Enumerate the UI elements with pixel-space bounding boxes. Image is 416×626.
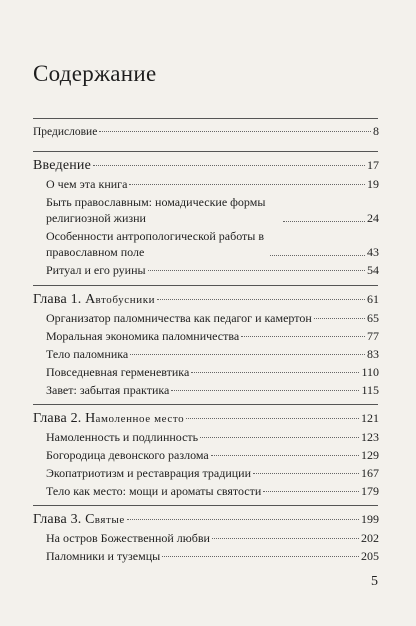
toc-section-title: Глава 1. Автобусники — [33, 292, 156, 307]
dot-leader — [162, 556, 359, 557]
toc-entry[interactable] — [46, 228, 379, 260]
dot-leader — [283, 221, 365, 222]
toc-page-number: 110 — [361, 365, 379, 379]
toc-entry-title: Моральная экономика паломничества — [46, 329, 240, 343]
toc-section-title: Глава 2. Намоленное место — [33, 411, 185, 426]
toc-entry-title: Намоленность и подлинность — [46, 430, 199, 444]
dot-leader — [99, 131, 371, 132]
toc-entry-title: Завет: забытая практика — [46, 383, 170, 397]
toc-entry-title: Предисловие — [33, 126, 98, 138]
toc-page-number: 121 — [361, 411, 379, 425]
toc-entry-title: На остров Божественной любви — [46, 531, 210, 545]
dot-leader — [129, 184, 365, 185]
divider — [33, 151, 378, 152]
toc-entry-preface[interactable] — [33, 123, 379, 140]
toc-entry-title: Повседневная герменевтика — [46, 365, 190, 379]
toc-page-number: 167 — [361, 466, 379, 480]
toc-page-number: 24 — [367, 211, 379, 225]
toc-page-number: 205 — [361, 549, 379, 563]
toc-section-heading[interactable] — [33, 511, 379, 528]
dot-leader — [200, 437, 359, 438]
dot-leader — [127, 519, 359, 520]
dot-leader — [211, 455, 359, 456]
toc-entry-title: Быть православным: номадические формы религиозной жизни — [46, 195, 266, 225]
toc-page-number: 129 — [361, 448, 379, 462]
toc-page-number: 83 — [367, 347, 379, 361]
divider — [33, 505, 378, 506]
toc-page-number: 19 — [367, 177, 379, 191]
toc-page-number: 54 — [367, 263, 379, 277]
toc-entry[interactable] — [46, 548, 379, 564]
toc-entry[interactable] — [46, 364, 379, 380]
dot-leader — [270, 255, 365, 256]
toc-entry[interactable] — [46, 447, 379, 463]
toc-entry[interactable] — [46, 429, 379, 445]
toc-entry[interactable] — [46, 346, 379, 362]
dot-leader — [130, 354, 365, 355]
toc-entry-title: Тело паломника — [46, 347, 129, 361]
divider — [33, 404, 378, 405]
toc-page-number: 8 — [373, 124, 379, 138]
toc-section-heading[interactable] — [33, 410, 379, 427]
dot-leader — [263, 491, 359, 492]
toc-entry-title: О чем эта книга — [46, 177, 128, 191]
divider — [33, 118, 378, 119]
toc-section-title: Глава 3. Святые — [33, 512, 125, 527]
dot-leader — [241, 336, 365, 337]
toc-entry-title: Ритуал и его руины — [46, 263, 146, 277]
toc-page-number: 61 — [367, 292, 379, 306]
dot-leader — [157, 299, 365, 300]
dot-leader — [212, 538, 359, 539]
toc-page-number: 43 — [367, 245, 379, 259]
toc-entry[interactable] — [46, 465, 379, 481]
toc-page-number: 179 — [361, 484, 379, 498]
dot-leader — [171, 390, 359, 391]
toc-section-heading[interactable] — [33, 157, 379, 174]
toc-entry-title: Организатор паломничества как педагог и камертон — [46, 311, 312, 325]
dot-leader — [148, 270, 365, 271]
toc-page-number: 202 — [361, 531, 379, 545]
dot-leader — [93, 165, 365, 166]
toc-page-number: 115 — [361, 383, 379, 397]
toc-section-heading[interactable] — [33, 291, 379, 308]
divider — [33, 285, 378, 286]
toc-entry[interactable] — [46, 483, 379, 499]
toc-entry-title: Паломники и туземцы — [46, 549, 161, 563]
page-number: 5 — [371, 574, 378, 589]
toc-entry[interactable] — [46, 328, 379, 344]
toc-entry-title: Богородица девонского разлома — [46, 448, 209, 462]
dot-leader — [191, 372, 359, 373]
page-title: Содержание — [33, 61, 157, 86]
toc-entry[interactable] — [46, 382, 379, 398]
toc-entry[interactable] — [46, 310, 379, 326]
toc-entry[interactable] — [46, 530, 379, 546]
dot-leader — [314, 318, 365, 319]
toc-page-number: 17 — [367, 158, 379, 172]
toc-entry[interactable] — [46, 194, 379, 226]
toc-section-title: Введение — [33, 158, 92, 173]
toc-page-number: 199 — [361, 512, 379, 526]
toc-page-number: 77 — [367, 329, 379, 343]
dot-leader — [253, 473, 359, 474]
toc-page-number: 65 — [367, 311, 379, 325]
toc-entry[interactable] — [46, 262, 379, 278]
dot-leader — [186, 418, 359, 419]
toc-entry-title: Особенности антропологической работы в православном поле — [46, 229, 265, 259]
toc-entry-title: Экопатриотизм и реставрация традиции — [46, 466, 252, 480]
toc-page-number: 123 — [361, 430, 379, 444]
toc-entry-title: Тело как место: мощи и ароматы святости — [46, 484, 262, 498]
toc-entry[interactable] — [46, 176, 379, 192]
